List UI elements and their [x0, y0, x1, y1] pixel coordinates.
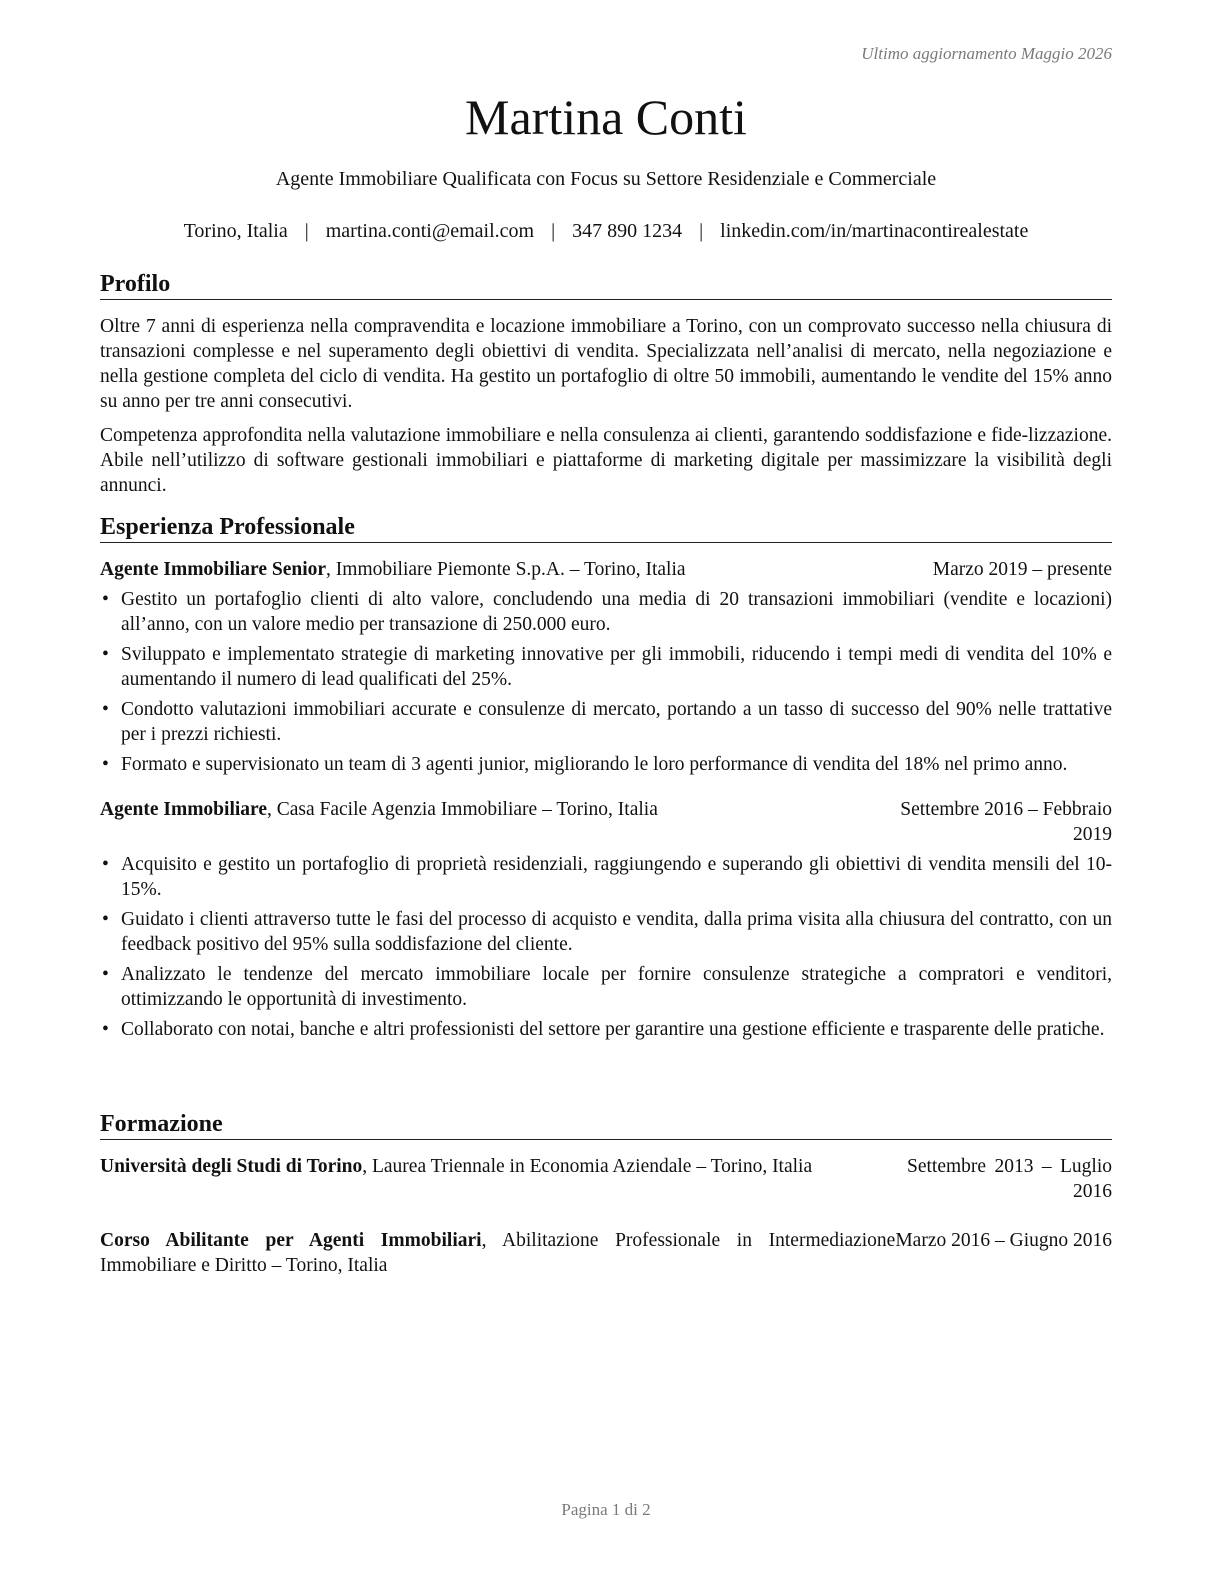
- contact-separator: |: [699, 220, 704, 242]
- list-item: [100, 697, 1112, 747]
- contact-email[interactable]: martina.conti@email.com: [325, 220, 535, 242]
- job-company: , Immobiliare Piemonte S.p.A. – Torino, Italia: [326, 559, 686, 580]
- education-dates: Settembre 2013 – Luglio 2016: [907, 1156, 1112, 1202]
- bullet-icon: •: [102, 589, 109, 610]
- education-dates: Marzo 2016 – Giugno 2016: [895, 1230, 1112, 1251]
- resume-page: [100, 0, 1112, 1584]
- education-detail: , Abilitazione Professionale in Intermediazione Immobiliare e Diritto – Torino, Italia: [100, 1230, 896, 1276]
- bullet-icon: •: [102, 854, 109, 875]
- job-title-line: [100, 557, 686, 582]
- bullet-icon: •: [102, 699, 109, 720]
- list-item: [100, 962, 1112, 1012]
- list-item: [100, 1017, 1112, 1042]
- education-text: [100, 1228, 895, 1278]
- education-entry: [100, 1228, 1112, 1278]
- job-dates: Marzo 2019 – presente: [932, 559, 1112, 580]
- education-section: [100, 1110, 1112, 1302]
- education-detail: , Laurea Triennale in Economia Aziendale – Torino, Italia: [362, 1156, 813, 1177]
- experience-section: [100, 513, 1112, 1062]
- bullet-icon: •: [102, 909, 109, 930]
- education-institution: Corso Abilitante per Agenti Immobiliari: [100, 1230, 482, 1251]
- bullet-text: Guidato i clienti attraverso tutte le fasi del processo di acquisto e vendita, dalla prima visita alla chiusura del contratto, con un feedback positivo del 95% sulla soddisfazione del cliente.: [121, 909, 1112, 955]
- bullet-text: Sviluppato e implementato strategie di marketing innovative per gli immobili, riducendo i tempi medi di vendita del 10% e aumentando il numero di lead qualificati del 25%.: [121, 644, 1112, 690]
- contact-linkedin[interactable]: linkedin.com/in/martinacontirealestate: [720, 220, 1029, 242]
- section-title-education: Formazione: [100, 1110, 1112, 1140]
- bullet-text: Condotto valutazioni immobiliari accurate e consulenze di mercato, portando a un tasso di successo del 90% nelle trattative per i prezzi richiesti.: [121, 699, 1112, 745]
- list-item: [100, 587, 1112, 637]
- bullet-text: Formato e supervisionato un team di 3 agenti junior, migliorando le loro performance di vendita del 18% nel primo anno.: [121, 754, 1068, 775]
- job-dates: Settembre 2016 – Febbraio 2019: [900, 799, 1112, 845]
- bullet-icon: •: [102, 754, 109, 775]
- profile-paragraph: Oltre 7 anni di esperienza nella compravendita e locazione immobiliare a Torino, con un comprovato successo nella chiusura di transazioni complesse e nel superamento degli obiettivi di vendita. Specializzata nell’analisi di mercato, nella negoziazione e nella gestione completa del ciclo di vendita. Ha gestito un portafoglio di oltre 50 immobili, aumentando le vendite del 15% anno su anno per tre anni consecutivi.: [100, 316, 1112, 412]
- bullet-text: Analizzato le tendenze del mercato immobiliare locale per fornire consulenze strategiche a compratori e venditori, ottimizzando le opportunità di investimento.: [121, 964, 1112, 1010]
- job-entry: [100, 557, 1112, 777]
- page-number: Pagina 1 di 2: [561, 1500, 651, 1519]
- candidate-name: Martina Conti: [465, 89, 747, 145]
- job-bullets: [100, 852, 1112, 1042]
- job-role: Agente Immobiliare: [100, 799, 267, 820]
- job-header: [100, 797, 1112, 847]
- bullet-text: Acquisito e gestito un portafoglio di proprietà residenziali, raggiungendo e superando gli obiettivi di vendita mensili del 10-15%.: [121, 854, 1112, 900]
- education-text: [100, 1154, 907, 1179]
- education-institution: Università degli Studi di Torino: [100, 1156, 363, 1177]
- contact-location: Torino, Italia: [183, 220, 288, 242]
- bullet-text: Collaborato con notai, banche e altri professionisti del settore per garantire una gestione efficiente e trasparente delle pratiche.: [121, 1019, 1105, 1040]
- bullet-text: Gestito un portafoglio clienti di alto valore, concludendo una media di 20 transazioni immobiliari (vendite e locazioni) all’anno, con un valore medio per transazione di 250.000 euro.: [121, 589, 1112, 635]
- section-title-experience: Esperienza Professionale: [100, 513, 1112, 543]
- bullet-icon: •: [102, 644, 109, 665]
- bullet-icon: •: [102, 1019, 109, 1040]
- job-company: , Casa Facile Agenzia Immobiliare – Torino, Italia: [267, 799, 658, 820]
- contact-line: [100, 218, 1112, 244]
- contact-separator: |: [304, 220, 309, 242]
- profile-section: [100, 270, 1112, 507]
- section-title-profile: Profilo: [100, 270, 1112, 300]
- profile-paragraph: Competenza approfondita nella valutazione immobiliare e nella consulenza ai clienti, garantendo soddisfazione e fide-lizzazione. Abile nell’utilizzo di software gestionali immobiliari e piattaforme di marketing digitale per massimizzare la visibilità degli annunci.: [100, 425, 1112, 496]
- job-header: [100, 557, 1112, 582]
- job-entry: [100, 797, 1112, 1042]
- bullet-icon: •: [102, 964, 109, 985]
- job-role: Agente Immobiliare Senior: [100, 559, 327, 580]
- education-entry: [100, 1154, 1112, 1204]
- list-item: [100, 852, 1112, 902]
- candidate-headline: Agente Immobiliare Qualificata con Focus su Settore Residenziale e Commerciale: [275, 168, 937, 190]
- job-bullets: [100, 587, 1112, 777]
- last-updated-note: Ultimo aggiornamento Maggio 2026: [861, 44, 1112, 63]
- list-item: [100, 642, 1112, 692]
- list-item: [100, 907, 1112, 957]
- contact-phone: 347 890 1234: [572, 220, 683, 242]
- list-item: [100, 752, 1112, 777]
- job-title-line: [100, 797, 658, 822]
- contact-separator: |: [551, 220, 556, 242]
